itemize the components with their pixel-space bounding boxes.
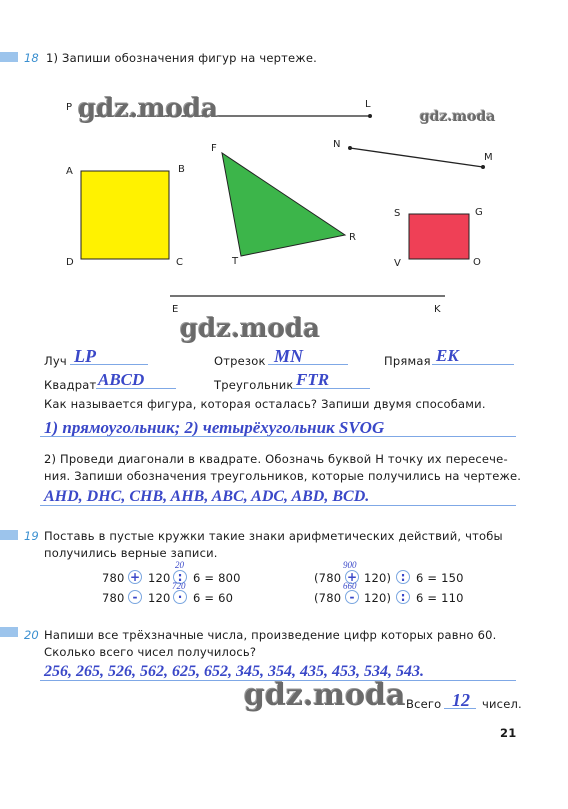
margin-stripe <box>0 530 18 540</box>
task-18-prompt: 1) Запиши обозначения фигур на чертеже. <box>46 51 317 65</box>
eq2-operand: 780 <box>102 591 125 605</box>
eq1-result: 6 = 800 <box>193 571 241 585</box>
segment-answer: MN <box>274 346 304 366</box>
answer-line <box>40 680 516 681</box>
label-c: C <box>176 257 183 268</box>
label-d: D <box>66 257 74 268</box>
line-label: Прямая <box>384 354 431 368</box>
task-number-20: 20 <box>24 628 39 642</box>
eq2-operand: 120 <box>148 591 171 605</box>
answer-line <box>432 364 514 365</box>
eq1-operator-circle[interactable]: : <box>173 570 187 584</box>
eq2-result: 6 = 60 <box>193 591 234 605</box>
total-unit: чисел. <box>482 697 522 711</box>
eq1-operand: 780 <box>102 571 125 585</box>
ray-answer: LP <box>74 346 96 366</box>
eq4-operand: 120) <box>364 591 392 605</box>
answer-line <box>40 436 516 437</box>
label-f: F <box>211 143 217 154</box>
label-b: B <box>178 164 185 175</box>
eq3-operator-circle[interactable]: + <box>346 570 358 584</box>
eq2-operator-circle[interactable]: · <box>173 590 187 604</box>
margin-stripe <box>0 627 18 637</box>
square-abcd <box>81 171 169 259</box>
eq1-operator-circle[interactable]: + <box>129 570 141 584</box>
task-19-text-line2: получились верные записи. <box>44 546 218 560</box>
segment-label: Отрезок <box>214 354 266 368</box>
geometry-drawing <box>0 0 568 330</box>
answer-line <box>70 364 148 365</box>
eq4-note: 660 <box>343 581 357 591</box>
eq4-operator-circle[interactable]: - <box>345 590 359 604</box>
label-t: T <box>232 256 239 267</box>
eq2-note: 720 <box>172 581 186 591</box>
task-19-text-line1: Поставь в пустые кружки такие знаки арифметических действий, чтобы <box>44 529 503 543</box>
square-answer: ABCD <box>98 370 145 389</box>
answer-line <box>40 505 516 506</box>
label-s: S <box>394 208 401 219</box>
eq1-operand: 120 <box>148 571 171 585</box>
answer-line <box>268 364 348 365</box>
task-number-18: 18 <box>24 51 39 65</box>
answer-line <box>96 388 176 389</box>
label-m: M <box>484 152 493 163</box>
point-m <box>481 165 485 169</box>
task-20-text-line1: Напиши все трёхзначные числа, произведение цифр которых равно 60. <box>44 628 497 642</box>
eq4-operand: (780 <box>314 591 342 605</box>
square-label: Квадрат <box>44 378 97 392</box>
line-answer: EK <box>436 346 459 365</box>
point-n <box>348 146 352 150</box>
total-value: 12 <box>452 690 470 710</box>
total-label: Всего <box>406 697 442 711</box>
triangle-answer: FTR <box>296 370 330 389</box>
eq1-note: 20 <box>175 560 184 570</box>
label-r: R <box>349 232 356 243</box>
watermark: gdz.moda <box>78 94 219 124</box>
eq3-operand: (780 <box>314 571 342 585</box>
task-20-text-line2: Сколько всего чисел получилось? <box>44 645 257 659</box>
point-l <box>368 114 372 118</box>
label-k: K <box>434 304 441 315</box>
watermark: gdz.moda <box>420 109 496 125</box>
part2-text-line2: ния. Запиши обозначения треугольников, которые получились на чертеже. <box>44 469 522 483</box>
task-number-19: 19 <box>24 529 39 543</box>
eq3-operand: 120) <box>364 571 392 585</box>
page-number: 21 <box>500 726 517 740</box>
part2-answer: AHD, DHC, CHB, AHB, ABC, ADC, ABD, BCD. <box>44 488 370 505</box>
eq3-result: 6 = 150 <box>416 571 464 585</box>
triangle-ftr <box>222 153 345 256</box>
eq3-note: 900 <box>343 560 357 570</box>
label-a: A <box>66 166 73 177</box>
eq3-operator-circle[interactable]: : <box>396 570 410 584</box>
eq4-operator-circle[interactable]: : <box>396 590 410 604</box>
watermark: gdz.moda <box>180 314 321 344</box>
rectangle-svog <box>409 214 469 259</box>
answer-line <box>292 388 370 389</box>
remaining-figure-question: Как называется фигура, которая осталась? Запиши двумя способами. <box>44 397 486 411</box>
label-n: N <box>333 139 341 150</box>
answer-line <box>444 708 476 709</box>
segment-mn <box>350 148 483 167</box>
label-o: O <box>473 257 481 268</box>
label-e: E <box>172 304 179 315</box>
label-l: L <box>365 99 371 110</box>
eq4-result: 6 = 110 <box>416 591 464 605</box>
part2-text-line1: 2) Проведи диагонали в квадрате. Обозначь буквой Н точку их пересече- <box>44 452 508 466</box>
triangle-label: Треугольник <box>214 378 294 392</box>
label-g: G <box>475 207 483 218</box>
label-p: P <box>66 102 73 113</box>
task-20-answer: 256, 265, 526, 562, 625, 652, 345, 354, 435, 453, 534, 543. <box>44 663 424 680</box>
remaining-figure-answer: 1) прямоугольник; 2) четырёхугольник SVOG <box>44 418 385 437</box>
watermark: gdz.moda <box>244 678 406 713</box>
ray-label: Луч <box>44 354 67 368</box>
label-v: V <box>394 258 401 269</box>
eq2-operator-circle[interactable]: - <box>128 590 142 604</box>
